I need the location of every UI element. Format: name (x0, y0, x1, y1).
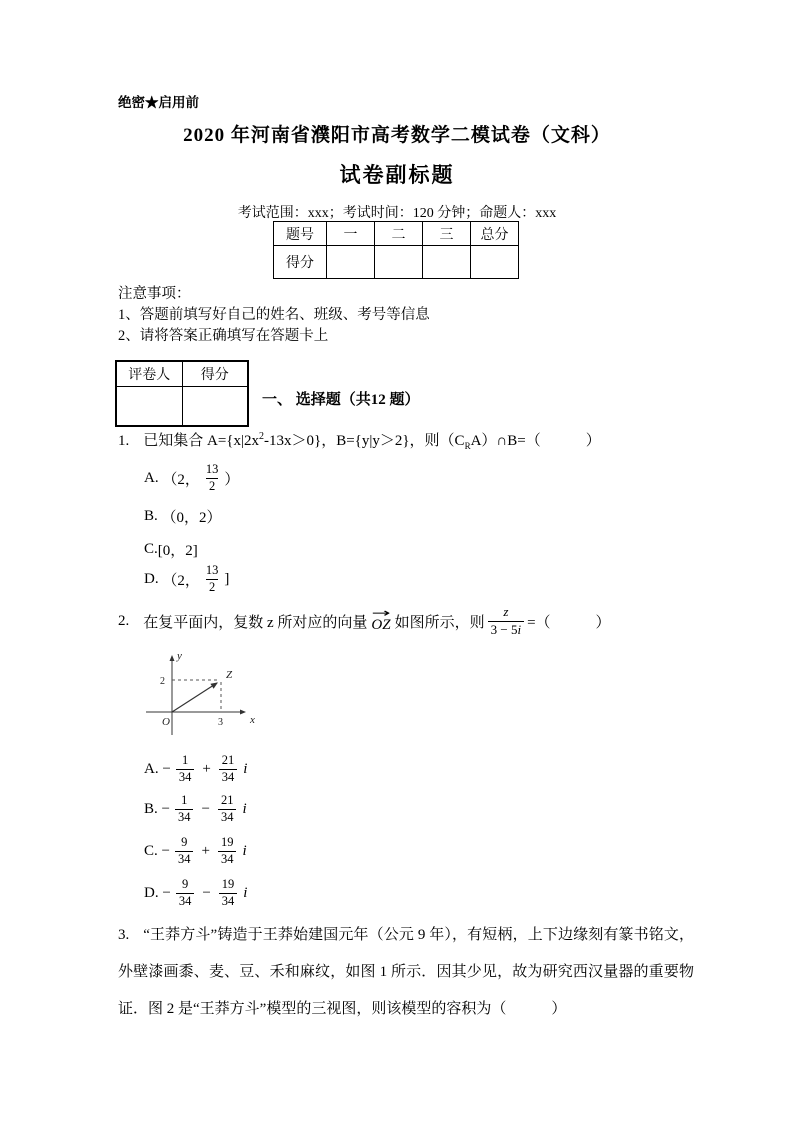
vector-arrow-icon: → (371, 605, 391, 620)
option-text: （2， (162, 572, 200, 589)
imaginary-unit: i (243, 884, 248, 901)
fraction (176, 877, 195, 909)
question-3-stem (118, 917, 694, 1028)
fraction (176, 753, 195, 785)
q2-option-c (144, 836, 247, 866)
question-2-number: 2. (118, 612, 130, 629)
q1-option-a (144, 463, 239, 493)
score-cell-empty (375, 246, 423, 279)
grader-cell-empty (116, 386, 182, 426)
score-table (273, 221, 519, 279)
operator: − (202, 884, 211, 901)
fraction (175, 793, 194, 825)
minus-sign: − (162, 760, 171, 777)
question-1-number: 1. (118, 433, 130, 449)
question-3-number: 3. (118, 927, 130, 943)
fraction-numerator: 1 (181, 792, 188, 807)
fraction (203, 563, 222, 595)
option-label: A. (144, 469, 159, 486)
y-tick-label: 2 (160, 676, 165, 687)
denominator-real-part: 3 − 5 (490, 621, 518, 637)
vector-name: OZ (371, 616, 391, 633)
q1-option-c (144, 539, 198, 560)
fraction-denominator: 34 (218, 809, 237, 826)
score-cell-empty (327, 246, 375, 279)
score-header-question-no: 题号 (274, 222, 327, 246)
score-cell-empty (471, 246, 519, 279)
fraction-numerator: 13 (205, 461, 219, 476)
operator: + (202, 760, 211, 777)
q2-text-part: =（ ） (527, 614, 611, 631)
vector-oz-notation (371, 605, 391, 634)
option-label: C. (144, 842, 158, 859)
note-item-1: 1、答题前填写好自己的姓名、班级、考号等信息 (118, 307, 430, 323)
q2-text-part: 在复平面内，复数 z 所对应的向量 (143, 614, 368, 631)
origin-label: O (162, 716, 170, 728)
score-cell-empty (423, 246, 471, 279)
q1-complement-subscript: R (464, 441, 471, 451)
x-tick-label: 3 (218, 717, 223, 728)
section-heading-choice-questions: 一、 选择题（共12 题） (262, 392, 420, 408)
fraction-denominator: 34 (176, 769, 195, 786)
q1-text-part: A）∩B=（ ） (470, 433, 601, 449)
fraction-numerator: 19 (220, 834, 234, 849)
q2-option-d (144, 878, 247, 908)
option-label: B. (144, 800, 158, 817)
score-header-part-three: 三 (423, 222, 471, 246)
fraction-numerator: 21 (221, 752, 235, 767)
fraction-numerator: 1 (181, 752, 189, 767)
paper-title: 2020 年河南省濮阳市高考数学二模试卷（文科） (183, 125, 611, 146)
fraction (488, 604, 524, 638)
option-text: ] (224, 570, 230, 587)
q3-text: “王莽方斗”铸造于王莽始建国元年（公元 9 年），有短柄，上下边缘刻有篆书铭文，外壁漆画黍、麦、豆、禾和麻纹，如图 1 所示．因其少见，故为研究西汉量器的重要物证．图 2 是“王莽方斗”模型的三视图，则该模型的容积为（ ） (118, 927, 694, 1017)
score-header-total: 总分 (471, 222, 519, 246)
q2-option-a (144, 754, 247, 784)
imaginary-unit: i (242, 842, 247, 859)
q1-option-b (144, 506, 222, 527)
score-row-label: 得分 (274, 246, 327, 279)
q1-text-part: -13x＞0}，B={y|y＞2}，则（C (264, 433, 465, 449)
score-table-score-row (274, 246, 519, 279)
notes-title: 注意事项： (118, 286, 191, 302)
fraction-denominator: 2 (206, 478, 218, 495)
minus-sign: − (161, 800, 170, 817)
fraction-denominator: 34 (218, 851, 237, 868)
fraction-numerator: 9 (181, 834, 188, 849)
score-header-part-two: 二 (375, 222, 423, 246)
imaginary-unit: i (243, 760, 248, 777)
option-text: （2， (162, 471, 200, 488)
question-1-stem (118, 429, 601, 451)
option-label: D. (144, 884, 159, 901)
grader-header-score: 得分 (182, 361, 248, 386)
paper-subtitle: 试卷副标题 (339, 163, 455, 187)
option-label: B. (144, 508, 158, 524)
q2-option-b (144, 794, 247, 824)
q1-exponent: 2 (259, 431, 264, 442)
fraction-denominator: 2 (206, 579, 218, 596)
operator: + (201, 842, 210, 859)
fraction-denominator: 34 (219, 893, 238, 910)
fraction (203, 462, 222, 494)
fraction (218, 793, 237, 825)
option-label: A. (144, 760, 159, 777)
imaginary-unit: i (242, 800, 247, 817)
complex-plane-diagram (145, 646, 263, 740)
grader-table-header-row (116, 361, 248, 386)
x-axis-label: x (250, 714, 255, 726)
fraction-denominator: 34 (175, 809, 194, 826)
option-text: （0，2） (161, 510, 222, 526)
denominator-imaginary-unit: i (517, 621, 522, 637)
fraction-numerator: 21 (220, 792, 234, 807)
grader-header-reviewer: 评卷人 (116, 361, 182, 386)
fraction-denominator (488, 621, 524, 638)
note-item-2: 2、请将答案正确填写在答题卡上 (118, 328, 329, 344)
fraction-numerator: 9 (181, 876, 189, 891)
q1-text-part: 已知集合 A={x|2x (143, 433, 259, 449)
fraction-numerator: z (503, 604, 509, 620)
grader-table-empty-row (116, 386, 248, 426)
option-text: ） (224, 471, 240, 488)
fraction-numerator: 19 (221, 876, 235, 891)
fraction-numerator: 13 (205, 562, 219, 577)
grader-table (115, 360, 249, 427)
fraction (218, 835, 237, 867)
option-label: C. (144, 541, 158, 557)
fraction-denominator: 34 (176, 893, 195, 910)
q1-option-d (144, 564, 229, 594)
y-axis-label: y (177, 650, 182, 662)
score-table-header-row (274, 222, 519, 246)
score-header-part-one: 一 (327, 222, 375, 246)
security-label: 绝密★启用前 (118, 95, 199, 110)
minus-sign: − (162, 884, 171, 901)
question-2-stem (118, 604, 611, 638)
vector-oz-arrow (172, 683, 217, 712)
operator: − (201, 800, 210, 817)
fraction (219, 753, 238, 785)
option-text: [0，2] (157, 543, 198, 559)
fraction-denominator: 34 (175, 851, 194, 868)
exam-meta: 考试范围：xxx；考试时间：120 分钟；命题人：xxx (237, 206, 557, 221)
option-label: D. (144, 570, 159, 587)
minus-sign: − (161, 842, 170, 859)
point-z-label: Z (226, 669, 233, 681)
fraction-denominator: 34 (219, 769, 238, 786)
grader-cell-empty (182, 386, 248, 426)
fraction (175, 835, 194, 867)
q2-text-part: 如图所示，则 (394, 614, 485, 631)
fraction (219, 877, 238, 909)
